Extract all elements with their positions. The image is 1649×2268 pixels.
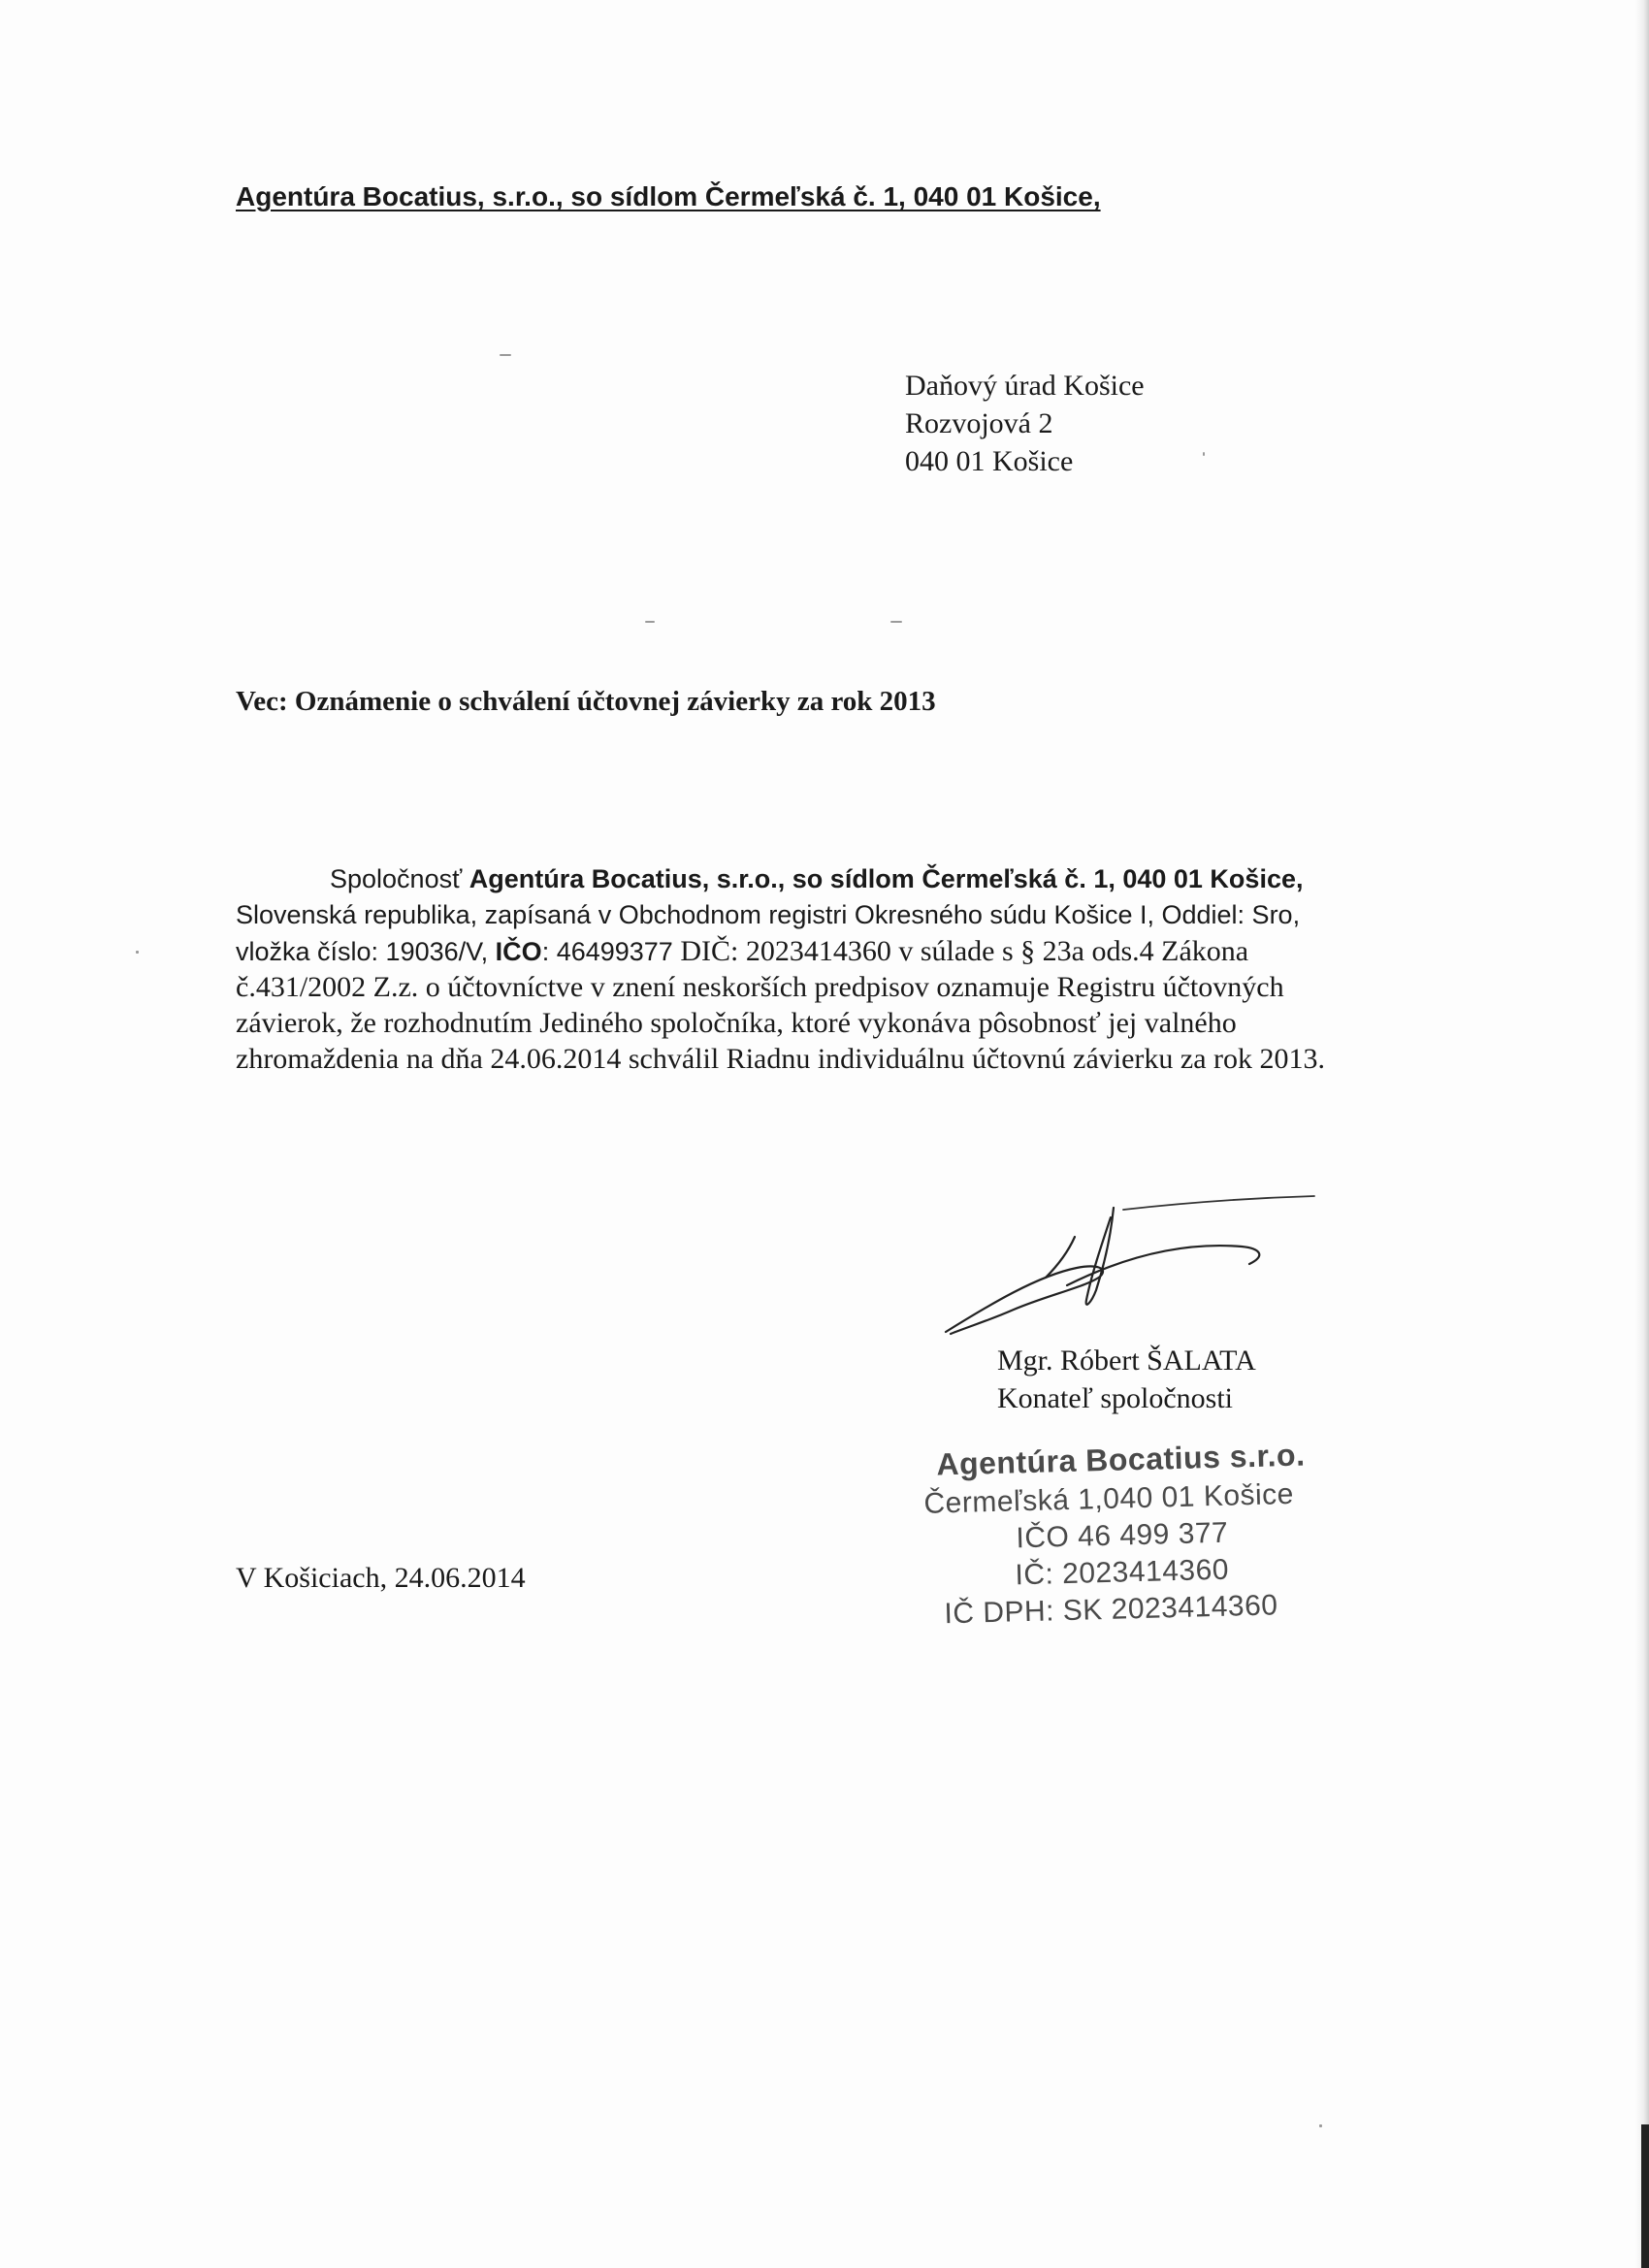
scan-speck [890,621,902,623]
body-line-3: vložka číslo: 19036/V, IČO: 46499377 DIČ: 2023414360 v súlade s § 23a ods.4 Zákona [236,935,1249,967]
recipient-name: Daňový úrad Košice [905,370,1145,402]
company-header: Agentúra Bocatius, s.r.o., so sídlom Čermeľská č. 1, 040 01 Košice, [236,181,1101,211]
letter-body [236,861,1458,1077]
company-stamp [917,1436,1358,1636]
body-line-2: Slovenská republika, zapísaná v Obchodnom registri Okresného súdu Košice I, Oddiel: Sro, [236,900,1301,929]
scan-speck [1203,452,1205,456]
signer-role: Konateľ spoločnosti [997,1382,1233,1414]
scan-edge-shadow [1635,0,1649,2268]
signer-name: Mgr. Róbert ŠALATA [997,1345,1256,1377]
body-line-1: Spoločnosť Agentúra Bocatius, s.r.o., so sídlom Čermeľská č. 1, 040 01 Košice, [330,864,1304,893]
scan-speck [500,354,511,356]
body-line-6: zhromaždenia na dňa 24.06.2014 schválil Riadnu individuálnu účtovnú závierku za rok 2013. [236,1043,1326,1075]
stamp-dic: IČ: 2023414360 [1015,1553,1230,1592]
scan-edge-mark [1641,2124,1649,2268]
recipient-city: 040 01 Košice [905,445,1074,477]
body-company-name: Agentúra Bocatius, s.r.o., so sídlom Čermeľská č. 1, 040 01 Košice, [469,864,1304,893]
handwritten-signature [931,1179,1319,1348]
signer-block [997,1342,1256,1417]
scan-speck [645,621,655,623]
body-line-4: č.431/2002 Z.z. o účtovníctve v znení neskorších predpisov oznamuje Registru účtovných [236,971,1284,1003]
body-line-5: závierok, že rozhodnutím Jediného spoločníka, ktoré vykonáva pôsobnosť jej valného [236,1007,1237,1039]
subject-line: Vec: Oznámenie o schválení účtovnej závierky za rok 2013 [236,686,936,717]
scan-speck [136,951,139,954]
stamp-address: Čermeľská 1,040 01 Košice [923,1477,1295,1520]
stamp-ic-dph: IČ DPH: SK 2023414360 [944,1589,1278,1631]
recipient-address [905,367,1145,480]
stamp-company: Agentúra Bocatius s.r.o. [935,1437,1306,1482]
recipient-street: Rozvojová 2 [905,407,1053,439]
scan-speck [1319,2124,1322,2127]
place-and-date: V Košiciach, 24.06.2014 [236,1562,526,1594]
stamp-ico: IČO 46 499 377 [1016,1516,1229,1555]
